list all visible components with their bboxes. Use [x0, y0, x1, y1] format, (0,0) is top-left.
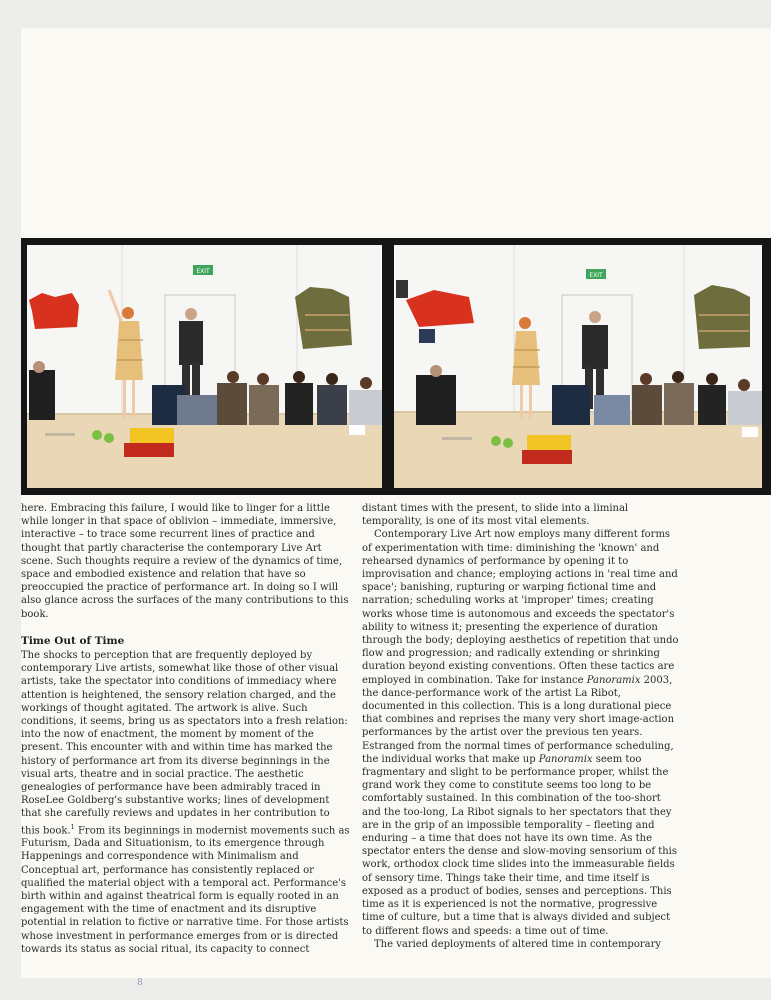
- body-paragraph: distant times with the present, to slide into a liminal temporality, is one of its most vital elements.: [362, 503, 629, 528]
- text-column-left: [21, 502, 351, 956]
- work-title: Panoramix: [586, 674, 641, 686]
- photo-strip: [21, 238, 771, 495]
- footnote-marker[interactable]: 1: [70, 822, 75, 831]
- body-text: From its beginnings in modernist movements such as Futurism, Dada and Situationism, to its emergence through Happenings and correspondence with Minimalism and Conceptual art, performance has consistently replaced or qualified the material object with a temporal act. Performance's birth within and against theatrical form is equally rooted in an engagement with the time of enactment and its disruptive potential in relation to fictive or narrative time. For those artists whose investment in performance emerges from or is directed towards its status as social ritual, its capacity to connect: [21, 825, 350, 955]
- performance-photo-left: [27, 245, 382, 488]
- performance-photo-left-image: [27, 245, 382, 488]
- body-paragraph: [362, 528, 682, 937]
- text-column-right: [362, 502, 682, 951]
- body-text: Contemporary Live Art now employs many different forms of experimentation with time: diminishing the 'known' and rehearsed dynamics of performance by opening it to improvisation and chance; employing actions in 'real time and space'; banishing, rupturing or warping fictional time and narration; scheduling works at 'improper' times; creating works whose time is autonomous and exceeds the spectator's ability to witness it; presenting the experience of duration through the body; deploying aesthetics of repetition that undo flow and progression; and radically extending or shrinking duration beyond existing conventions. Often these tactics are employed in combination. Take for instance: [362, 529, 679, 686]
- exit-sign-left-text: EXIT: [196, 268, 210, 275]
- work-title: Panoramix: [538, 753, 593, 765]
- body-text: The shocks to perception that are frequently deployed by contemporary Live artists, somewhat like those of other visual artists, take the spectator into conditions of immediacy where attention is heightened, the sensory relation charged, and the workings of thought agitated. The artwork is alive. Such conditions, it seems, bring us as spectators into a fresh relation: into the now of enactment, the moment by moment of the present. This encounter with and within time has marked the history of performance art from its diverse beginnings in the visual arts, theatre and in social practice. The aesthetic genealogies of performance have been admirably traced in RoseLee Goldberg's substantive works; lines of development that she carefully reviews and updates in her contribution to this book.: [21, 650, 348, 836]
- body-paragraph: here. Embracing this failure, I would like to linger for a little while longer in that space of oblivion – immediate, immersive, interactive – to trace some recurrent lines of practice and thought that partly characterise the contemporary Live Art scene. Such thoughts require a review of the dynamics of time, space and embodied existence and relation that have so preoccupied the practice of performance art. In doing so I will also glance across the surfaces of the many contributions to this book.: [21, 503, 349, 620]
- body-paragraph: The varied deployments of altered time in contemporary: [374, 938, 662, 950]
- body-text: seem too fragmentary and slight to be performance proper, whilst the grand work they come to constitute seems too long to be comfortably sustained. In this combination of the too-short and the too-long, La Ribot signals to her spectators that they are in the grip of an impossible temporality – fleeting and enduring – a time that does not have its own time. As the spectator enters the dense and slow-moving sensorium of this work, orthodox clock time slides into the immeasurable fields of sensory time. Things take their time, and time itself is exposed as a product of bodies, senses and perceptions. This time as it is experienced is not the normative, progressive time of culture, but a time that is always divided and subject to different flows and speeds: a time out of time.: [362, 753, 678, 937]
- performance-photo-right-image: [394, 245, 762, 488]
- exit-sign-right-text: EXIT: [589, 272, 603, 279]
- performance-photo-right: [394, 245, 762, 488]
- page-number: 8: [137, 978, 143, 988]
- section-heading: Time Out of Time: [21, 634, 125, 647]
- body-text: 2003, the dance-performance work of the artist La Ribot, documented in this collection. This is a long durational piece that combines and reprises the many very short image-action performances by the artist over the previous ten years. Estranged from the normal times of performance scheduling, the individual works that make up: [362, 674, 675, 765]
- body-paragraph: [21, 649, 351, 956]
